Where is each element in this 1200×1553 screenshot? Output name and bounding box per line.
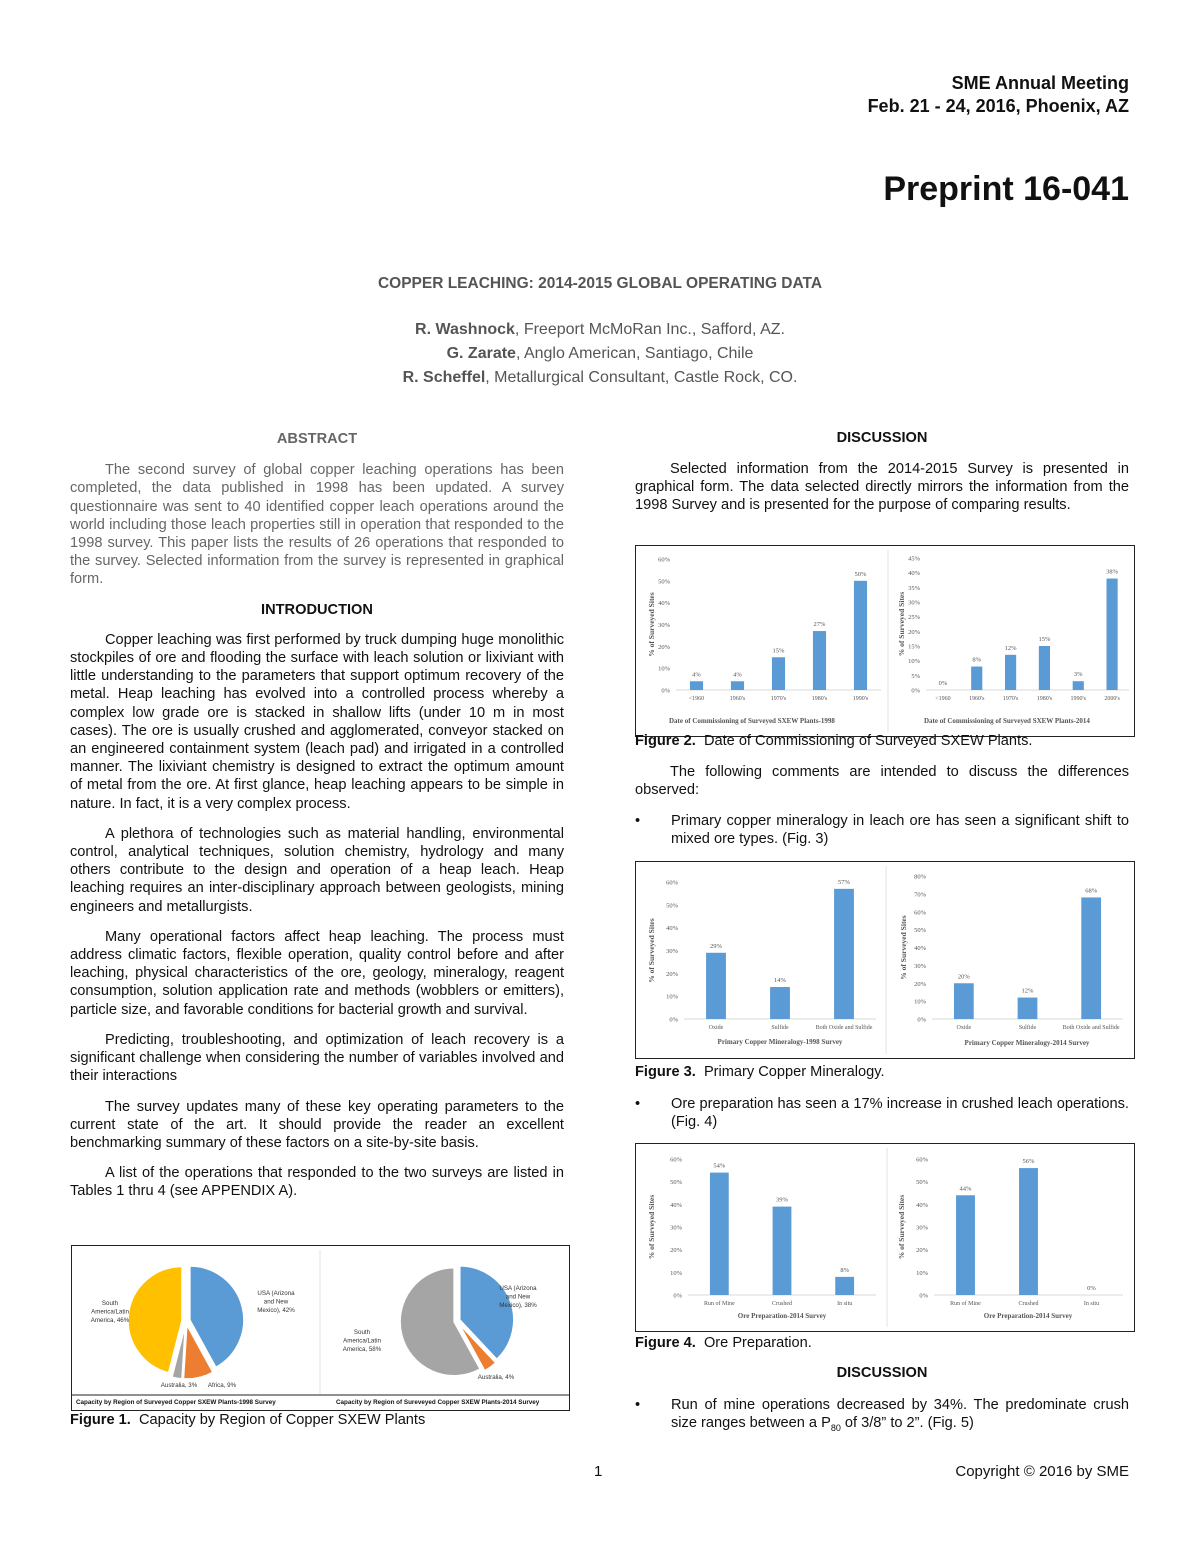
data-label: 3% <box>1073 671 1083 679</box>
pie-label: and New <box>263 1298 289 1306</box>
data-label: 15% <box>772 647 785 655</box>
bullet-run-of-mine: • Run of mine operations decreased by 34%. The predominate crush size ranges between a $P_{80}$ of 3/8” to 2”. (Fig. 5) <box>635 1397 1129 1434</box>
figure-3-svg <box>636 862 1134 1058</box>
y-tick-label: 40% <box>670 1201 682 1209</box>
bullet-dot: • <box>635 1096 641 1112</box>
y-tick-label: 60% <box>670 1156 682 1164</box>
y-axis-label: % of Surveyed Sites <box>647 1194 656 1260</box>
x-axis-label: Date of Commissioning of Surveyed SXEW Plants-1998 <box>669 717 835 725</box>
discussion-intro-text: Selected information from the 2014-2015 Survey is presented in graphical form. The data selected directly mirrors the information from the 1998 Survey and is presented for the purpose of comparing results. <box>635 461 1129 514</box>
y-tick-label: 10% <box>670 1269 682 1277</box>
y-tick-label: 20% <box>666 970 678 978</box>
data-label: 20% <box>957 973 970 981</box>
comments-intro-text: The following comments are intended to discuss the differences observed: <box>635 764 1129 799</box>
y-axis-label: % of Surveyed Sites <box>647 918 656 983</box>
pie-label: Mexico), 42% <box>257 1307 295 1314</box>
meeting-name: SME Annual Meeting <box>951 73 1129 93</box>
bar <box>773 1207 792 1295</box>
pie-label: Australia, 4% <box>477 1374 515 1381</box>
introduction-heading: INTRODUCTION <box>261 601 373 618</box>
y-axis-label: % of Surveyed Sites <box>897 1194 906 1260</box>
x-tick-label: In situ <box>837 1301 853 1307</box>
figure-2-caption: Figure 2. Date of Commissioning of Surveyed SXEW Plants. <box>635 733 1033 749</box>
figure-2-chart <box>635 545 1135 737</box>
pie-label: Africa, 9% <box>207 1382 237 1389</box>
bar <box>1005 655 1016 690</box>
y-tick-label: 20% <box>670 1247 682 1255</box>
y-tick-label: 30% <box>908 599 920 607</box>
bullet-dot: • <box>635 813 641 829</box>
meeting-dates: Feb. 21 - 24, 2016, Phoenix, AZ <box>867 96 1129 116</box>
x-tick-label: In situ <box>1083 1301 1100 1307</box>
pie-label: USA (Arizona <box>257 1290 295 1297</box>
y-axis-label: % of Surveyed Sites <box>897 591 906 657</box>
data-label: 68% <box>1085 887 1098 895</box>
y-tick-label: 0% <box>917 1016 926 1024</box>
bar <box>1019 1168 1038 1295</box>
comments-intro <box>635 763 1129 799</box>
x-tick-label: Crushed <box>1018 1301 1039 1307</box>
discussion-intro <box>635 460 1129 515</box>
y-tick-label: 0% <box>661 687 670 695</box>
y-tick-label: 30% <box>670 1224 682 1232</box>
y-tick-label: 50% <box>666 902 678 910</box>
y-tick-label: 60% <box>916 1156 928 1164</box>
pie-title: Capacity by Region of Sureveyed Copper SXEW Plants-2014 Survey <box>336 1399 540 1406</box>
figure-4-chart <box>635 1143 1135 1332</box>
y-tick-label: 40% <box>908 570 920 578</box>
data-label: 4% <box>733 671 742 679</box>
x-tick-label: 1990's <box>852 696 869 702</box>
y-tick-label: 70% <box>914 891 926 899</box>
pie-label: Australia, 3% <box>160 1382 198 1389</box>
pie-label: South <box>353 1329 371 1336</box>
x-tick-label: 1970's <box>770 696 787 702</box>
data-label: 50% <box>854 570 867 578</box>
intro-paragraph-5: The survey updates many of these key operating parameters to the current state of the art. It should provide the reader an excellent benchmarking summary of these factors on a site-by-site basis. <box>70 1098 564 1151</box>
x-tick-label: Oxide <box>708 1025 724 1031</box>
data-label: 14% <box>774 977 786 985</box>
x-tick-label: 1980's <box>811 696 828 702</box>
data-label: 4% <box>692 671 701 679</box>
y-tick-label: 20% <box>914 980 926 988</box>
y-tick-label: 20% <box>908 628 920 636</box>
data-label: 57% <box>838 878 850 886</box>
x-axis-label: Ore Preparation-2014 Survey <box>737 1312 827 1320</box>
pie-label: America, 58% <box>342 1346 382 1353</box>
intro-paragraph-3: Many operational factors affect heap leaching. The process must address climatic factors, flexible operation, quality control before and after leaching, physical characteristics of the ore, geology, mineralogy, reagent consumption, solution application rate and methods (wobblers or emitters), particle size, and favorable conditions for bacterial growth and survival. <box>70 928 564 1018</box>
y-tick-label: 40% <box>916 1201 928 1209</box>
y-tick-label: 15% <box>908 643 920 651</box>
bullet-dot: • <box>635 1397 641 1413</box>
bullet-mineralogy: • Primary copper mineralogy in leach ore has seen a significant shift to mixed ore types. (Fig. 3) <box>635 813 1129 848</box>
paper-title: COPPER LEACHING: 2014-2015 GLOBAL OPERATING DATA <box>377 275 823 292</box>
abstract-heading: ABSTRACT <box>276 431 358 447</box>
y-tick-label: 30% <box>666 948 678 955</box>
x-tick-label: Run of Mine <box>703 1301 735 1307</box>
pie-label: America/Latin <box>91 1308 129 1316</box>
bar <box>1073 681 1084 690</box>
bar <box>772 657 785 690</box>
y-tick-label: 40% <box>914 945 926 952</box>
data-label: 38% <box>1106 568 1119 576</box>
bar <box>854 581 867 690</box>
figure-2-svg <box>636 546 1134 736</box>
y-tick-label: 20% <box>916 1247 928 1255</box>
pie-label: USA (Arizona <box>499 1285 537 1292</box>
intro-paragraph-4: Predicting, troubleshooting, and optimization of leach recovery is a significant challenge when considering the number of variables involved and their interactions <box>70 1031 564 1085</box>
figure-1-chart <box>71 1245 570 1411</box>
y-tick-label: 5% <box>911 672 920 680</box>
y-tick-label: 25% <box>908 614 920 622</box>
y-tick-label: 80% <box>914 873 926 881</box>
x-tick-label: Sulfide <box>771 1025 789 1031</box>
x-axis-label: Primary Copper Mineralogy-2014 Survey <box>964 1039 1090 1047</box>
y-tick-label: 0% <box>673 1292 682 1300</box>
bar <box>813 631 826 690</box>
x-tick-label: 1980's <box>1036 696 1053 702</box>
author-list <box>0 318 1200 390</box>
bar <box>1018 998 1038 1019</box>
page-number: 1 <box>594 1463 603 1480</box>
data-label: 8% <box>972 656 982 664</box>
pie-label: South <box>101 1300 119 1307</box>
y-axis-label: % of Surveyed Sites <box>899 915 908 980</box>
author-2: G. Zarate, Anglo American, Santiago, Chile <box>446 345 754 362</box>
x-tick-label: Sulfide <box>1018 1025 1037 1031</box>
intro-paragraph-6: A list of the operations that responded to the two surveys are listed in Tables 1 thru 4 (see APPENDIX A). <box>70 1165 564 1200</box>
data-label: 56% <box>1022 1158 1035 1166</box>
y-tick-label: 50% <box>670 1179 682 1187</box>
figure-4-caption: Figure 4. Ore Preparation. <box>635 1335 812 1351</box>
y-tick-label: 35% <box>908 584 920 592</box>
figure-3-chart <box>635 861 1135 1059</box>
y-tick-label: 45% <box>908 555 920 563</box>
y-tick-label: 30% <box>916 1224 928 1232</box>
copyright: Copyright © 2016 by SME <box>955 1463 1129 1480</box>
y-tick-label: 10% <box>916 1269 928 1277</box>
figure-1-caption: Figure 1. Capacity by Region of Copper SXEW Plants <box>70 1412 426 1428</box>
data-label: 39% <box>776 1196 788 1204</box>
x-axis-label: Date of Commissioning of Surveyed SXEW Plants-2014 <box>924 717 1090 725</box>
y-tick-label: 0% <box>669 1016 678 1024</box>
x-axis-label: Primary Copper Mineralogy-1998 Survey <box>717 1038 843 1046</box>
bar <box>731 681 744 690</box>
y-tick-label: 20% <box>658 643 670 651</box>
bar <box>954 983 974 1019</box>
pie-label: America/Latin <box>343 1337 381 1345</box>
x-axis-label: Ore Preparation-2014 Survey <box>983 1312 1073 1320</box>
y-tick-label: 40% <box>658 600 670 608</box>
x-tick-label: Run of Mine <box>950 1301 981 1307</box>
bar <box>710 1173 729 1295</box>
bullet-ore-preparation: • Ore preparation has seen a 17% increase in crushed leach operations. (Fig. 4) <box>635 1096 1129 1131</box>
y-axis-label: % of Surveyed Sites <box>647 592 656 657</box>
y-tick-label: 50% <box>658 578 670 586</box>
figure-1-svg <box>72 1246 569 1410</box>
y-tick-label: 50% <box>914 927 926 935</box>
y-tick-label: 60% <box>666 879 678 887</box>
bar <box>835 1277 854 1295</box>
bar <box>971 667 982 690</box>
y-tick-label: 0% <box>911 687 920 695</box>
pie-slice <box>460 1266 514 1359</box>
data-label: 12% <box>1021 987 1034 995</box>
x-tick-label: Both Oxide and Sulfide <box>1062 1025 1120 1031</box>
y-tick-label: 10% <box>658 665 670 673</box>
y-tick-label: 30% <box>914 962 926 970</box>
data-label: 8% <box>840 1266 850 1274</box>
pie-label: Mexico), 38% <box>499 1302 537 1309</box>
y-tick-label: 10% <box>666 993 678 1001</box>
x-tick-label: Oxide <box>956 1025 972 1031</box>
abstract-text: The second survey of global copper leaching operations has been completed, the data published in 1998 has been updated. A survey questionnaire was sent to 40 identified copper leach operations around the world including those leach properties still in operation that responded to the 1998 survey. This paper lists the results of 26 operations that responded to the survey. Selected information from the survey is represented in graphical form. <box>70 462 564 588</box>
data-label: 44% <box>959 1185 972 1193</box>
figure-3-caption: Figure 3. Primary Copper Mineralogy. <box>635 1064 885 1080</box>
data-label: 29% <box>710 942 722 950</box>
data-label: 0% <box>1087 1285 1096 1292</box>
discussion-heading-2: DISCUSSION <box>836 1365 928 1381</box>
x-tick-label: 2000's <box>1104 696 1120 702</box>
y-tick-label: 10% <box>908 658 920 666</box>
bar <box>1039 646 1050 690</box>
discussion-heading: DISCUSSION <box>836 430 928 446</box>
x-tick-label: <1960 <box>688 696 705 702</box>
figure-4-svg <box>636 1144 1134 1331</box>
data-label: 12% <box>1004 644 1017 652</box>
x-tick-label: 1990's <box>1070 696 1086 702</box>
x-tick-label: Crushed <box>772 1301 792 1307</box>
x-tick-label: Both Oxide and Sulfide <box>815 1025 873 1031</box>
bar <box>690 681 703 690</box>
bar <box>956 1195 975 1295</box>
y-tick-label: 10% <box>914 998 926 1006</box>
bar <box>834 889 854 1019</box>
bar <box>1107 579 1118 690</box>
bar <box>1081 897 1101 1019</box>
data-label: 27% <box>813 621 826 629</box>
data-label: 15% <box>1038 636 1051 643</box>
intro-paragraph-1: Copper leaching was first performed by truck dumping huge monolithic stockpiles of ore and flooding the surface with leach solution or lixiviant with little understanding to the parameters that support optimum recovery of the metal. Heap leaching has evolved into a controlled process whereby a complex low grade ore is stacked in shallow lifts (under 10 m in most cases). The ore is usually crushed and agglomerated, conveyor stacked on an engineered containment system (leach pad) and irrigated in a controlled manner. The lixiviant chemistry is designed to extract the optimum amount of metal from the ore. At first glance, heap leaching appears to be simple in nature. In fact, it is a very complex process. <box>70 631 564 812</box>
y-tick-label: 40% <box>666 925 678 933</box>
y-tick-label: 0% <box>919 1292 928 1300</box>
intro-paragraph-2: A plethora of technologies such as material handling, environmental control, analytical techniques, solution chemistry, hydrology and many others contribute to the design and operation of a heap leach. Heap leaching requires an inter-disciplinary approach between geologists, mining engineers and metallurgists. <box>70 825 564 915</box>
left-column <box>70 430 564 1201</box>
pie-title: Capacity by Region of Surveyed Copper SXEW Plants-1998 Survey <box>76 1399 276 1406</box>
pie-slice <box>128 1266 182 1372</box>
data-label: 54% <box>713 1162 726 1170</box>
x-tick-label: 1960's <box>969 696 985 702</box>
y-tick-label: 30% <box>658 622 670 629</box>
y-tick-label: 60% <box>658 556 670 564</box>
pie-label: and New <box>505 1293 531 1301</box>
y-tick-label: 60% <box>914 909 926 917</box>
bar <box>770 987 790 1019</box>
x-tick-label: 1960's <box>729 696 746 702</box>
author-3: R. Scheffel, Metallurgical Consultant, Castle Rock, CO. <box>402 369 798 386</box>
author-1: R. Washnock, Freeport McMoRan Inc., Safford, AZ. <box>415 321 785 338</box>
pie-label: America, 46% <box>90 1317 130 1324</box>
preprint-number: Preprint 16-041 <box>883 170 1129 208</box>
x-tick-label: <1960 <box>935 696 951 702</box>
x-tick-label: 1970's <box>1002 696 1019 702</box>
data-label: 0% <box>938 680 948 687</box>
bar <box>706 953 726 1019</box>
y-tick-label: 50% <box>916 1179 928 1187</box>
